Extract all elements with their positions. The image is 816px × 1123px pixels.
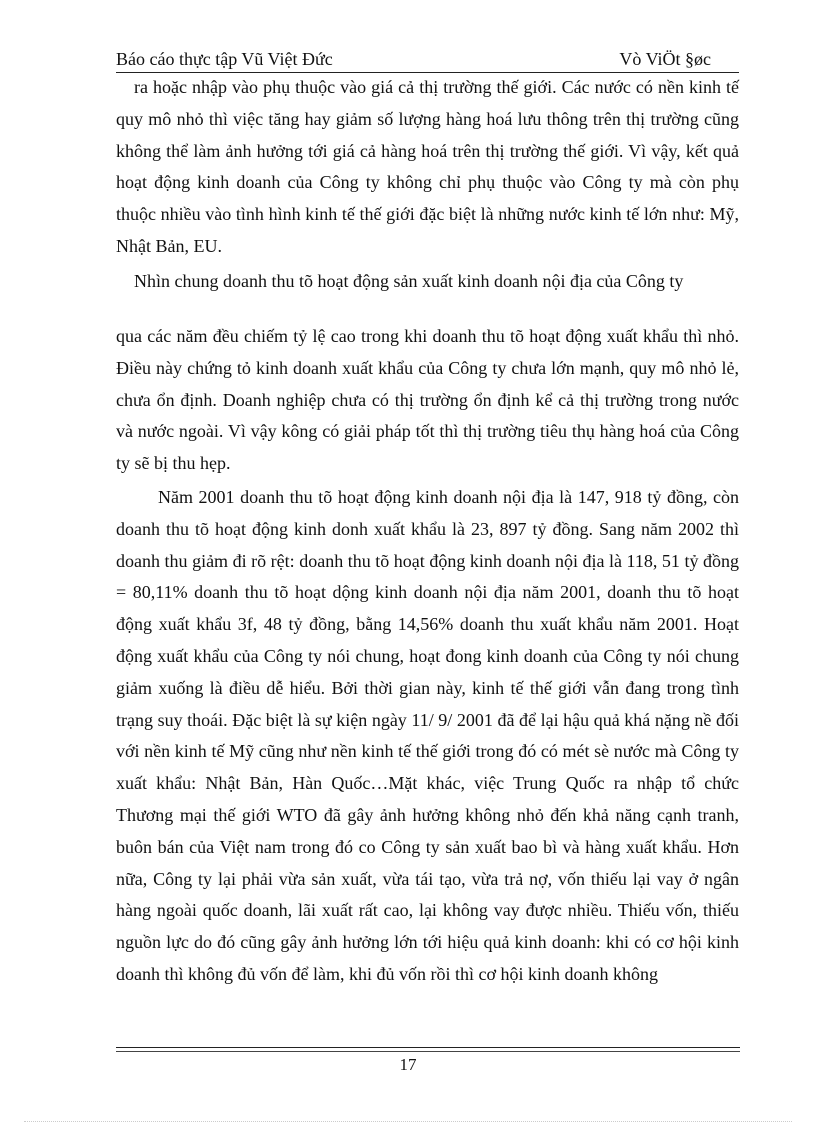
- body-paragraph-2: Nhìn chung doanh thu tõ hoạt động sản xuất kinh doanh nội địa của Công ty: [134, 271, 684, 291]
- footer-divider-top: [116, 1047, 740, 1048]
- page-edge-divider: [24, 1121, 792, 1122]
- page-header: [116, 47, 739, 71]
- header-author-name: Vò ViÖt §øc: [619, 49, 711, 69]
- body-paragraph-3: qua các năm đều chiếm tỷ lệ cao trong khi doanh thu tõ hoạt động xuất khẩu thì nhỏ. Điều này chứng tỏ kinh doanh xuất khẩu của Công ty chưa lớn mạnh, quy mô nhỏ lẻ, chưa ổn định. Doanh nghiệp chưa có thị trường ổn định kể cả thị trường trong nước và nước ngoài. Vì vậy kông có giải pháp tốt thì thị trường tiêu thụ hàng hoá của Công ty sẽ bị thu hẹp.: [116, 326, 739, 474]
- footer-divider-bottom: [116, 1051, 740, 1052]
- body-paragraph-4: Năm 2001 doanh thu tõ hoạt động kinh doanh nội địa là 147, 918 tỷ đồng, còn doanh thu tõ hoạt động kinh donh xuất khẩu là 23, 897 tỷ đồng. Sang năm 2002 thì doanh thu giảm đi rõ rệt: doanh thu tõ hoạt động kinh doanh nội địa là 118, 51 tỷ đồng = 80,11% doanh thu tõ hoạt dộng kinh doanh nội địa năm 2001, doanh thu tõ hoạt động xuất khẩu 3f, 48 tỷ đồng, bằng 14,56% doanh thu xuất khẩu năm 2001. Hoạt động xuất khẩu của Công ty nói chung, hoạt đong kinh doanh của Công ty nói chung giảm xuống là điều dễ hiểu. Bởi thời gian này, kinh tế thế giới vẫn đang trong tình trạng suy thoái. Đặc biệt là sự kiện ngày 11/ 9/ 2001 đã để lại hậu quả khá nặng nề đối với nền kinh tế Mỹ cũng như nền kinh tế thế giới trong đó có mét sè nước mà Công ty xuất khẩu: Nhật Bản, Hàn Quốc…Mặt khác, việc Trung Quốc ra nhập tổ chức Thương mại thế giới WTO đã gây ảnh hưởng không nhỏ đến khả năng cạnh tranh, buôn bán của Việt nam trong đó co Công ty sản xuất bao bì và hàng xuất khẩu. Hơn nữa, Công ty lại phải vừa sản xuất, vừa tái tạo, vừa trả nợ, vốn thiếu lại vay ở ngân hàng ngoài quốc doanh, lãi xuất rất cao, lại không vay được nhiều. Thiếu vốn, thiếu nguồn lực do đó cũng gây ảnh hưởng lớn tới hiệu quả kinh doanh: khi có cơ hội kinh doanh thì không đủ vốn để làm, khi đủ vốn rồi thì cơ hội kinh doanh không: [116, 487, 739, 984]
- header-report-title: Báo cáo thực tập Vũ Việt Đức: [116, 49, 333, 69]
- body-paragraph-1: ra hoặc nhập vào phụ thuộc vào giá cả thị trường thế giới. Các nước có nền kinh tế quy mô nhỏ thì việc tăng hay giảm số lượng hàng hoá lưu thông trên thị trường cũng không thể làm ảnh hưởng tới giá cả hàng hoá trên thị trường thế giới. Vì vậy, kết quả hoạt động kinh doanh của Công ty không chỉ phụ thuộc vào Công ty mà còn phụ thuộc nhiều vào tình hình kinh tế thế giới đặc biệt là những nước kinh tế lớn như: Mỹ, Nhật Bản, EU.: [116, 77, 739, 256]
- page-number: 17: [399, 1055, 417, 1074]
